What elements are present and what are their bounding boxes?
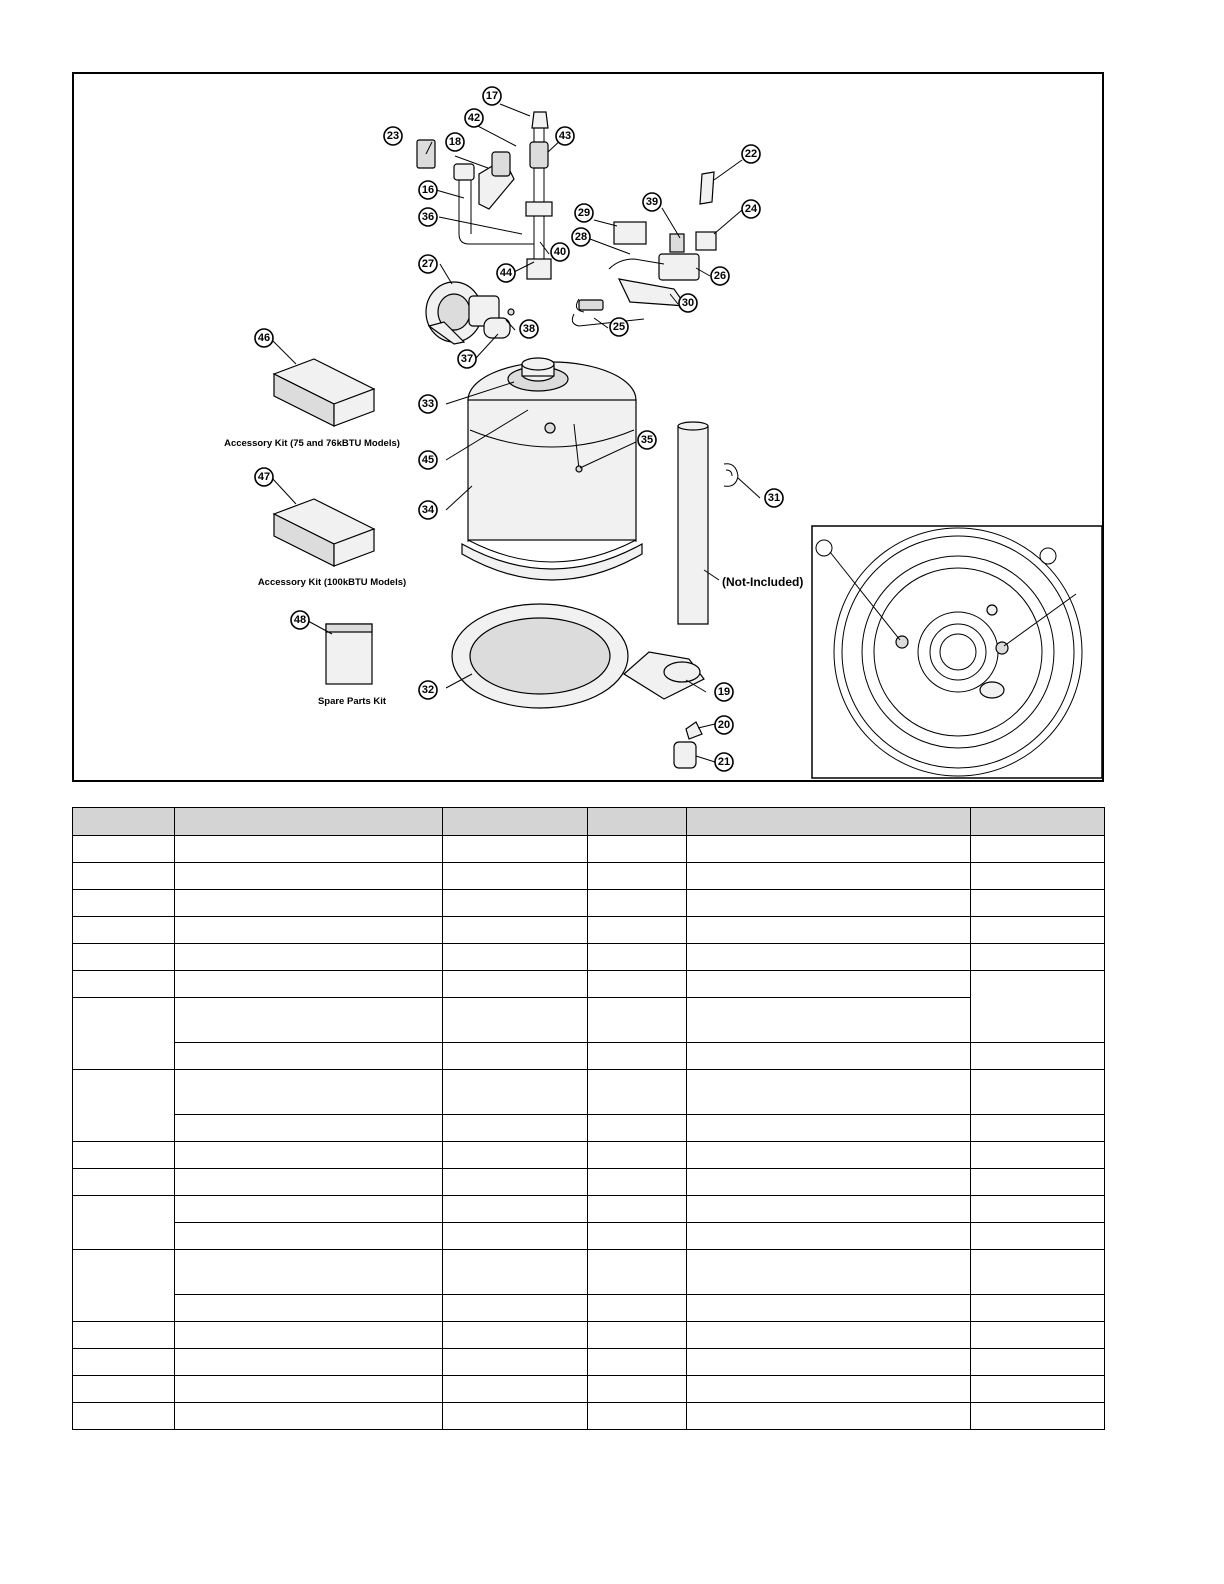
callout-17 xyxy=(483,87,501,105)
callout-16 xyxy=(419,181,437,199)
table-row xyxy=(73,1403,1105,1430)
callout-25-label: 25 xyxy=(612,321,626,333)
kit-boxes xyxy=(274,359,374,684)
callout-46 xyxy=(255,329,273,347)
callout-33 xyxy=(419,395,437,413)
callout-18 xyxy=(446,133,464,151)
inset-top-view xyxy=(812,526,1102,778)
gas-piping-assembly xyxy=(417,112,552,279)
callout-30 xyxy=(679,294,697,312)
callout-32 xyxy=(419,681,437,699)
callout-45 xyxy=(419,451,437,469)
table-row xyxy=(73,1295,1105,1322)
table-row xyxy=(73,890,1105,917)
header-cell xyxy=(175,808,443,836)
callout-20-label: 20 xyxy=(717,719,731,731)
table-row xyxy=(73,944,1105,971)
table-row xyxy=(73,998,1105,1043)
callout-20 xyxy=(715,716,733,734)
callout-28 xyxy=(572,228,590,246)
callout-37-label: 37 xyxy=(460,353,474,365)
caption-accessory-kit-100: Accessory Kit (100kBTU Models) xyxy=(257,577,407,588)
callout-44-label: 44 xyxy=(499,267,513,279)
callout-33-label: 33 xyxy=(421,398,435,410)
table-row xyxy=(73,1196,1105,1223)
callout-19 xyxy=(715,683,733,701)
callout-40 xyxy=(551,243,569,261)
callout-16-label: 16 xyxy=(421,184,435,196)
callout-26-label: 26 xyxy=(713,270,727,282)
callout-27-label: 27 xyxy=(421,258,435,270)
callout-21-label: 21 xyxy=(717,756,731,768)
callout-22-label: 22 xyxy=(744,148,758,160)
callout-36-label: 36 xyxy=(421,211,435,223)
callout-31-label: 31 xyxy=(767,492,781,504)
callout-40-label: 40 xyxy=(553,246,567,258)
vent-pipe xyxy=(678,422,738,624)
table-row xyxy=(73,1169,1105,1196)
table-row xyxy=(73,836,1105,863)
tank xyxy=(462,358,642,580)
callout-23-label: 23 xyxy=(386,130,400,142)
callout-46-label: 46 xyxy=(257,332,271,344)
table-row xyxy=(73,1043,1105,1070)
callout-28-label: 28 xyxy=(574,231,588,243)
callout-17-label: 17 xyxy=(485,90,499,102)
callout-18-label: 18 xyxy=(448,136,462,148)
callout-39-label: 39 xyxy=(645,196,659,208)
callout-42-label: 42 xyxy=(467,112,481,124)
callout-44 xyxy=(497,264,515,282)
caption-spare-parts-kit: Spare Parts Kit xyxy=(317,696,387,707)
callout-35-label: 35 xyxy=(640,434,654,446)
table-row xyxy=(73,917,1105,944)
table-row xyxy=(73,1070,1105,1115)
callout-35 xyxy=(638,431,656,449)
callout-47-label: 47 xyxy=(257,471,271,483)
table-row xyxy=(73,971,1105,998)
callout-25 xyxy=(610,318,628,336)
callout-24 xyxy=(742,200,760,218)
callout-29-label: 29 xyxy=(577,207,591,219)
callout-30-label: 30 xyxy=(681,297,695,309)
table-row xyxy=(73,1223,1105,1250)
callout-34 xyxy=(419,501,437,519)
callout-39 xyxy=(643,193,661,211)
callout-48 xyxy=(291,611,309,629)
callout-43 xyxy=(556,127,574,145)
callout-38 xyxy=(520,320,538,338)
table-row xyxy=(73,1376,1105,1403)
callout-37 xyxy=(458,350,476,368)
callout-31 xyxy=(765,489,783,507)
callout-27 xyxy=(419,255,437,273)
table-row xyxy=(73,1322,1105,1349)
callout-19-label: 19 xyxy=(717,686,731,698)
callout-21 xyxy=(715,753,733,771)
caption-accessory-kit-75-76: Accessory Kit (75 and 76kBTU Models) xyxy=(224,438,400,449)
table-row xyxy=(73,1349,1105,1376)
callout-45-label: 45 xyxy=(421,454,435,466)
header-cell xyxy=(588,808,687,836)
callout-32-label: 32 xyxy=(421,684,435,696)
exploded-parts-diagram xyxy=(72,72,1104,782)
table-row xyxy=(73,1142,1105,1169)
table-row xyxy=(73,1115,1105,1142)
callout-47 xyxy=(255,468,273,486)
callout-23 xyxy=(384,127,402,145)
callout-29 xyxy=(575,204,593,222)
blower xyxy=(426,282,514,344)
callout-22 xyxy=(742,145,760,163)
callout-42 xyxy=(465,109,483,127)
parts-table xyxy=(72,807,1105,1430)
drain-pan xyxy=(452,604,704,768)
callout-34-label: 34 xyxy=(421,504,435,516)
diagram-drawing xyxy=(74,74,1106,784)
header-cell xyxy=(443,808,588,836)
caption-not-included: (Not-Included) xyxy=(722,575,804,589)
table-row xyxy=(73,1250,1105,1295)
callout-38-label: 38 xyxy=(522,323,536,335)
header-cell xyxy=(971,808,1105,836)
header-cell xyxy=(687,808,971,836)
table-row xyxy=(73,863,1105,890)
callout-36 xyxy=(419,208,437,226)
callout-48-label: 48 xyxy=(293,614,307,626)
header-cell xyxy=(73,808,175,836)
callout-24-label: 24 xyxy=(744,203,758,215)
callout-43-label: 43 xyxy=(558,130,572,142)
callout-26 xyxy=(711,267,729,285)
table-header-row xyxy=(73,808,1105,836)
